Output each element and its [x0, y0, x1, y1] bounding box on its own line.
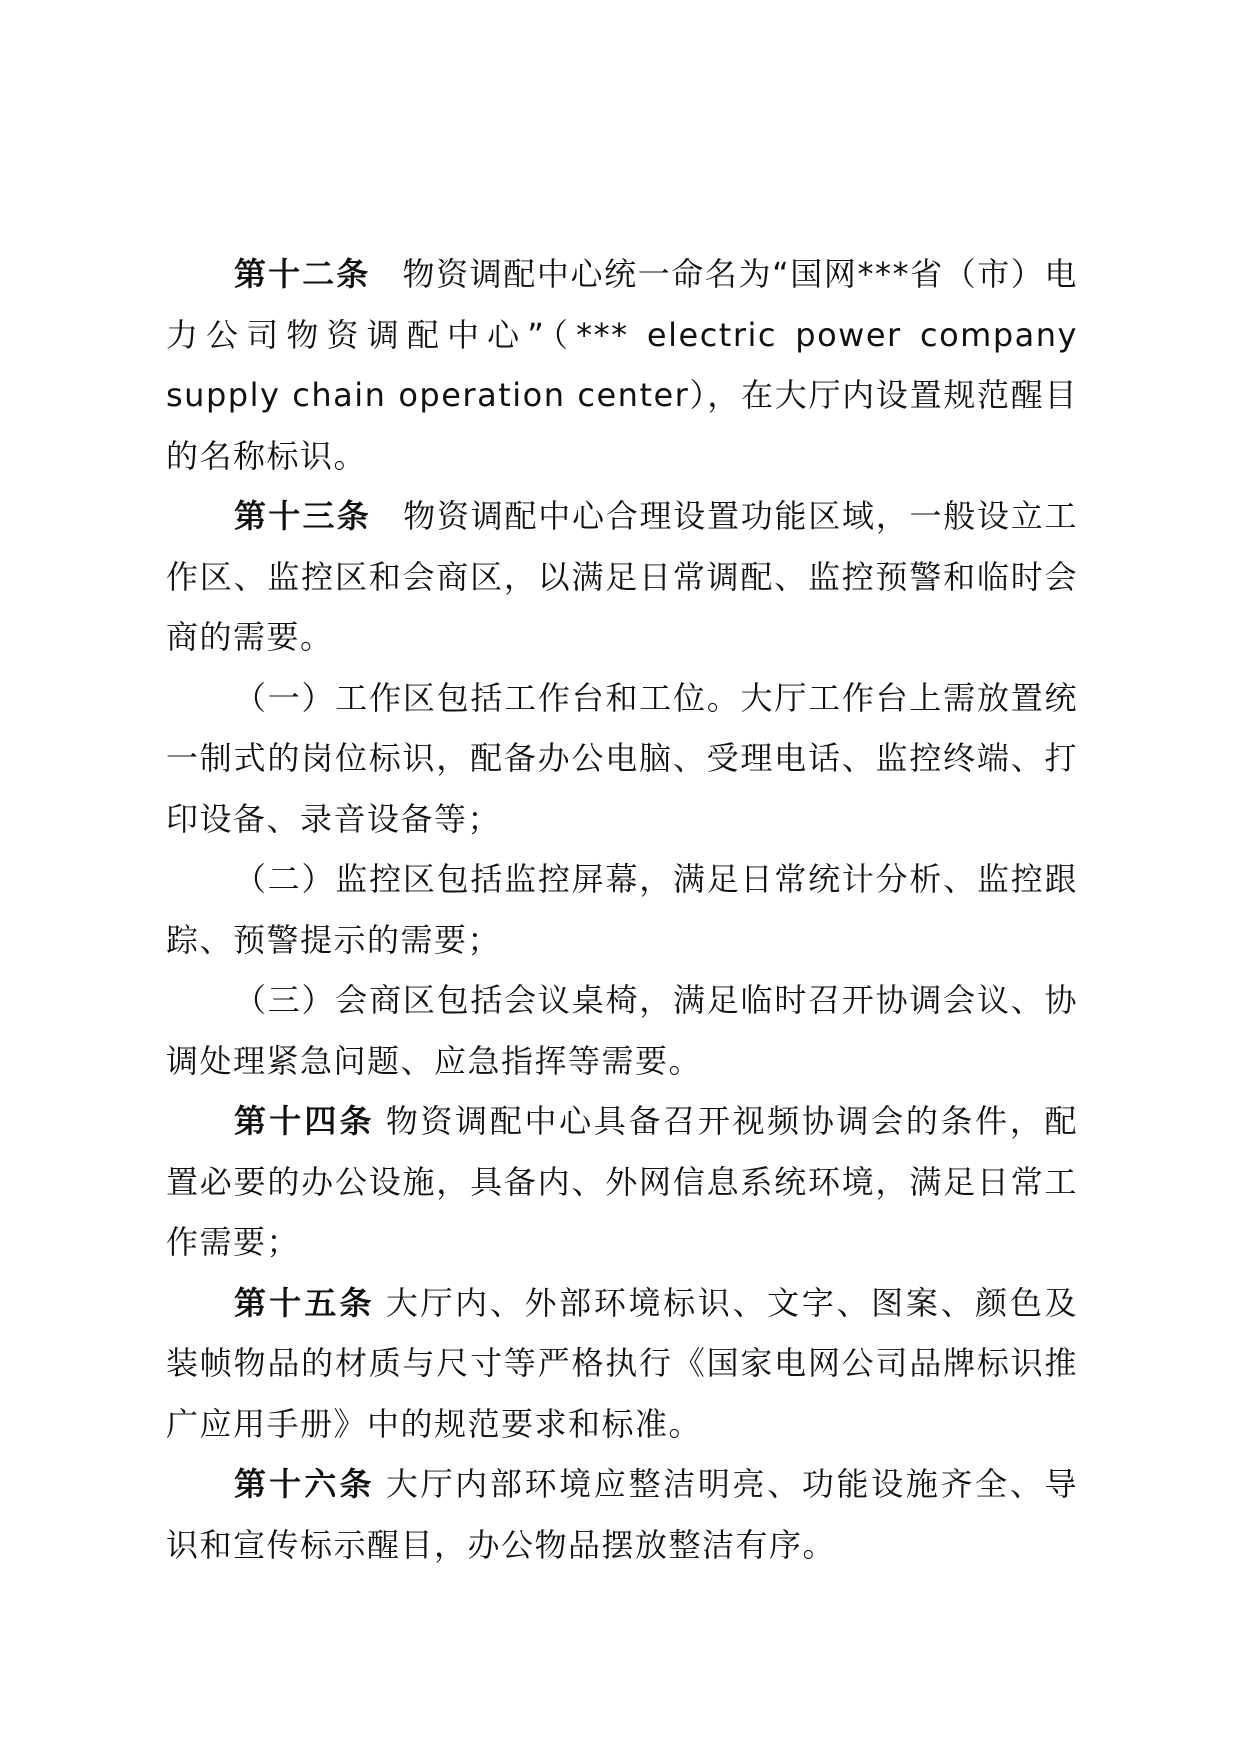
article-text: 大厅内、外部环境标识、文字、图案、颜色及装帧物品的材质与尺寸等严格执行《国家电网公司品牌标识推广应用手册》中的规范要求和标准。 [166, 1283, 1078, 1443]
clause-text: （二）监控区包括监控屏幕，满足日常统计分析、监控跟踪、预警提示的需要； [166, 860, 1078, 959]
article-heading: 第十五条 [234, 1283, 375, 1322]
article-16 [166, 1454, 1078, 1575]
clause-text: （三）会商区包括会议桌椅，满足临时召开协调会议、协调处理紧急问题、应急指挥等需要。 [166, 981, 1078, 1080]
article-14 [166, 1091, 1078, 1273]
article-heading: 第十二条 [234, 255, 371, 293]
article-heading: 第十三条 [234, 497, 371, 535]
article-15 [166, 1273, 1078, 1455]
document-body [166, 244, 1078, 1575]
article-heading: 第十四条 [234, 1102, 375, 1140]
clause-3 [166, 970, 1078, 1091]
clause-text: （一）工作区包括工作台和工位。大厅工作台上需放置统一制式的岗位标识，配备办公电脑、受理电话、监控终端、打印设备、录音设备等； [166, 678, 1078, 838]
article-heading: 第十六条 [234, 1465, 375, 1503]
article-text: 大厅内部环境应整洁明亮、功能设施齐全、导识和宣传标示醒目，办公物品摆放整洁有序。 [166, 1465, 1078, 1564]
article-text: 物资调配中心合理设置功能区域，一般设立工作区、监控区和会商区，以满足日常调配、监控预警和临时会商的需要。 [166, 497, 1078, 656]
article-13 [166, 486, 1078, 668]
article-text: 物资调配中心具备召开视频协调会的条件，配置必要的办公设施，具备内、外网信息系统环境，满足日常工作需要； [166, 1102, 1078, 1261]
article-text: 物资调配中心统一命名为“国网***省（市）电力公司物资调配中心”（*** electric power company supply chain operation center），在大厅内设置规范醒目的名称标识。 [166, 255, 1078, 475]
article-12 [166, 244, 1078, 486]
clause-2 [166, 849, 1078, 970]
clause-1 [166, 668, 1078, 850]
